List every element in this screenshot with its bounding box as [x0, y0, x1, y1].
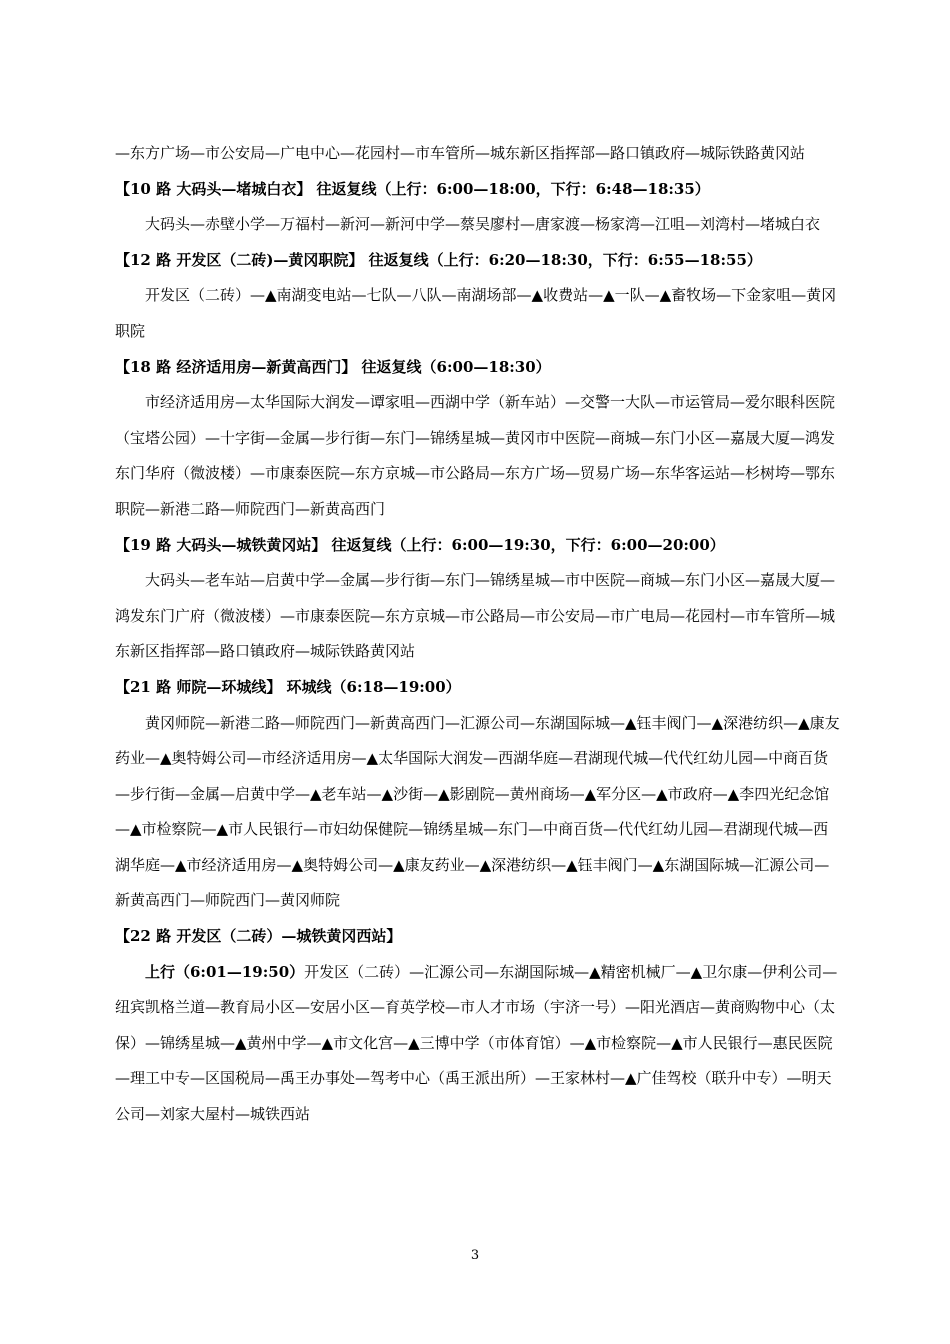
route-10-header: 【10 路 大码头—堵城白衣】 往返复线（上行：6:00—18:00，下行：6:48—18:35）: [115, 179, 710, 198]
route-19-header: 【19 路 大码头—城铁黄冈站】 往返复线（上行：6:00—19:30，下行：6:00—20:00）: [115, 535, 725, 554]
route-22-stops: 开发区（二砖）—汇源公司—东湖国际城—▲精密机械厂—▲卫尔康—伊利公司—纽宾凯格兰道—教育局小区—安居小区—育英学校—市人才市场（宇济一号）—阳光酒店—黄商购物中心（太保）—锦绣星城—▲黄州中学—▲市文化宫—▲三博中学（市体育馆）—▲市检察院—▲市人民银行—惠民医院—理工中专—区国税局—禹王办事处—驾考中心（禹王派出所）—王家林村—▲广佳驾校（联升中专）—明天公司—刘家大屋村—城铁西站: [115, 962, 838, 1124]
page-content: [115, 136, 840, 1133]
route-18-header: 【18 路 经济适用房—新黄高西门】 往返复线（6:00—18:30）: [115, 357, 551, 376]
continued-stops-text: —东方广场—市公安局—广电中心—花园村—市车管所—城东新区指挥部—路口镇政府—城际铁路黄冈站: [115, 144, 806, 162]
route-18-stops: 市经济适用房—太华国际大润发—谭家咀—西湖中学（新车站）—交警一大队—市运管局—爱尔眼科医院（宝塔公园）—十字街—金属—步行街—东门—锦绣星城—黄冈市中医院—商城—东门小区—嘉晟大厦—鸿发东门华府（微波楼）—市康泰医院—东方京城—市公路局—东方广场—贸易广场—东华客运站—杉树垮—鄂东职院—新港二路—师院西门—新黄高西门: [115, 393, 836, 518]
route-10-stops: 大码头—赤壁小学—万福村—新河—新河中学—蔡吴廖村—唐家渡—杨家湾—江咀—刘湾村—堵城白衣: [145, 215, 821, 234]
page-number: 3: [470, 1248, 480, 1263]
route-22-header: 【22 路 开发区（二砖）—城铁黄冈西站】: [115, 927, 402, 946]
route-12-stops: 开发区（二砖）—▲南湖变电站—七队—八队—南湖场部—▲收费站—▲一队—▲畜牧场—下金家咀—黄冈职院: [115, 286, 837, 340]
route-22-paragraph: [115, 955, 840, 1133]
route-22-upline-title: 上行（6:01—19:50）: [145, 962, 305, 981]
route-19-stops: 大码头—老车站—启黄中学—金属—步行街—东门—锦绣星城—市中医院—商城—东门小区—嘉晟大厦—鸿发东门广府（微波楼）—市康泰医院—东方京城—市公路局—市公安局—市广电局—花园村—市车管所—城东新区指挥部—路口镇政府—城际铁路黄冈站: [115, 571, 836, 661]
route-21-stops: 黄冈师院—新港二路—师院西门—新黄高西门—汇源公司—东湖国际城—▲钰丰阀门—▲深港纺织—▲康友药业—▲奥特姆公司—市经济适用房—▲太华国际大润发—西湖华庭—君湖现代城—代代红幼儿园—中商百货—步行街—金属—启黄中学—▲老车站—▲沙街—▲影剧院—黄州商场—▲军分区—▲市政府—▲李四光纪念馆—▲市检察院—▲市人民银行—市妇幼保健院—锦绣星城—东门—中商百货—代代红幼儿园—君湖现代城—西湖华庭—▲市经济适用房—▲奥特姆公司—▲康友药业—▲深港纺织—▲钰丰阀门—▲东湖国际城—汇源公司—新黄高西门—师院西门—黄冈师院: [115, 713, 840, 910]
route-21-header: 【21 路 师院—环城线】 环城线（6:18—19:00）: [115, 677, 461, 696]
route-12-header: 【12 路 开发区（二砖)—黄冈职院】 往返复线（上行：6:20—18:30，下行：6:55—18:55）: [115, 250, 762, 269]
